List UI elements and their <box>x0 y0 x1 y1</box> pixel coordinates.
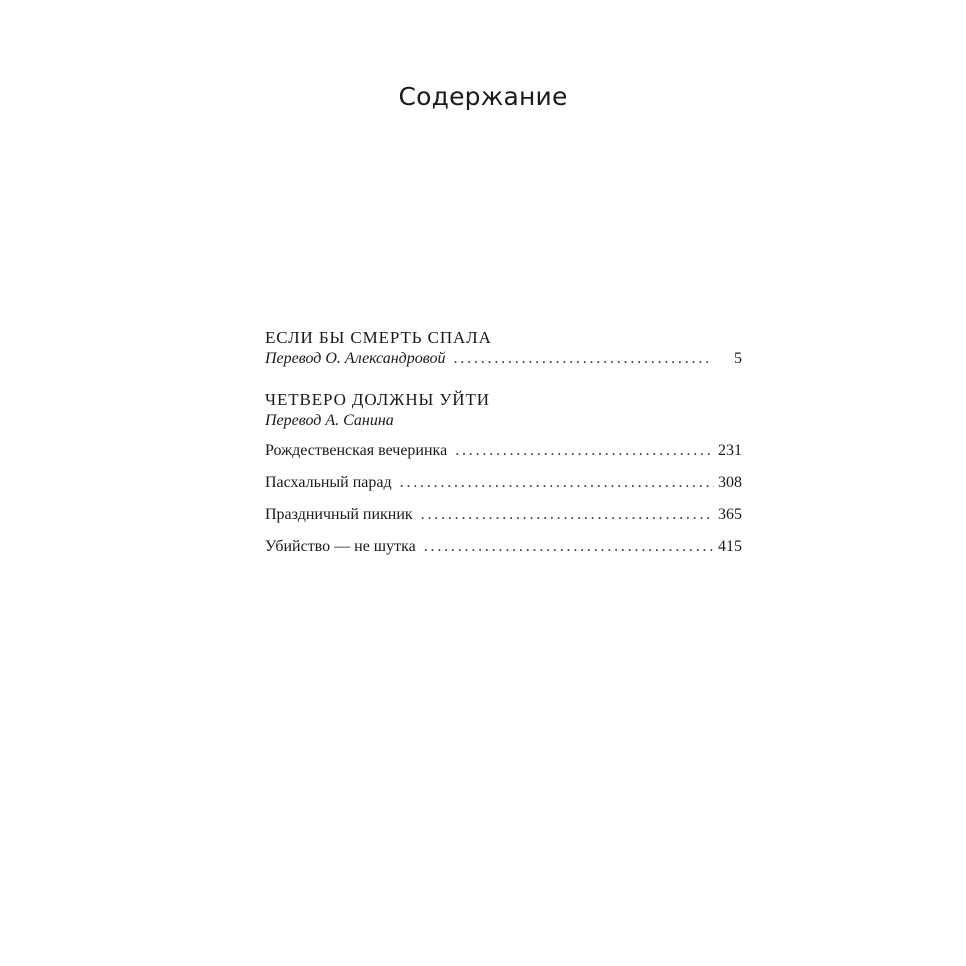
dot-leader <box>400 472 714 494</box>
toc-entry[interactable] <box>265 536 742 558</box>
story-title: Рождественская вечеринка <box>265 442 448 459</box>
page-number: 308 <box>718 474 742 491</box>
page-number: 415 <box>718 538 742 555</box>
part-title[interactable]: ЧЕТВЕРО ДОЛЖНЫ УЙТИ <box>265 390 490 409</box>
page-title: Содержание <box>398 82 568 111</box>
page-number: 231 <box>718 442 742 459</box>
table-of-contents <box>265 327 742 568</box>
dot-leader <box>455 440 714 462</box>
story-title: Убийство — не шутка <box>265 538 416 555</box>
part-title[interactable]: ЕСЛИ БЫ СМЕРТЬ СПАЛА <box>265 328 492 347</box>
dot-leader <box>421 504 714 526</box>
toc-part-2 <box>265 389 742 558</box>
page-number: 365 <box>718 506 742 523</box>
toc-entry[interactable] <box>265 504 742 526</box>
toc-entry[interactable] <box>265 440 742 462</box>
story-title: Праздничный пикник <box>265 506 413 523</box>
toc-entry[interactable] <box>265 472 742 494</box>
story-list <box>265 440 742 558</box>
toc-entry-translator[interactable] <box>265 348 742 370</box>
page-number: 5 <box>734 350 742 367</box>
dot-leader <box>424 536 714 558</box>
toc-part-1 <box>265 327 742 370</box>
story-title: Пасхальный парад <box>265 474 392 491</box>
translator-credit: Перевод А. Санина <box>265 412 394 429</box>
translator-credit: Перевод О. Александровой <box>265 350 446 367</box>
dot-leader <box>454 348 708 370</box>
